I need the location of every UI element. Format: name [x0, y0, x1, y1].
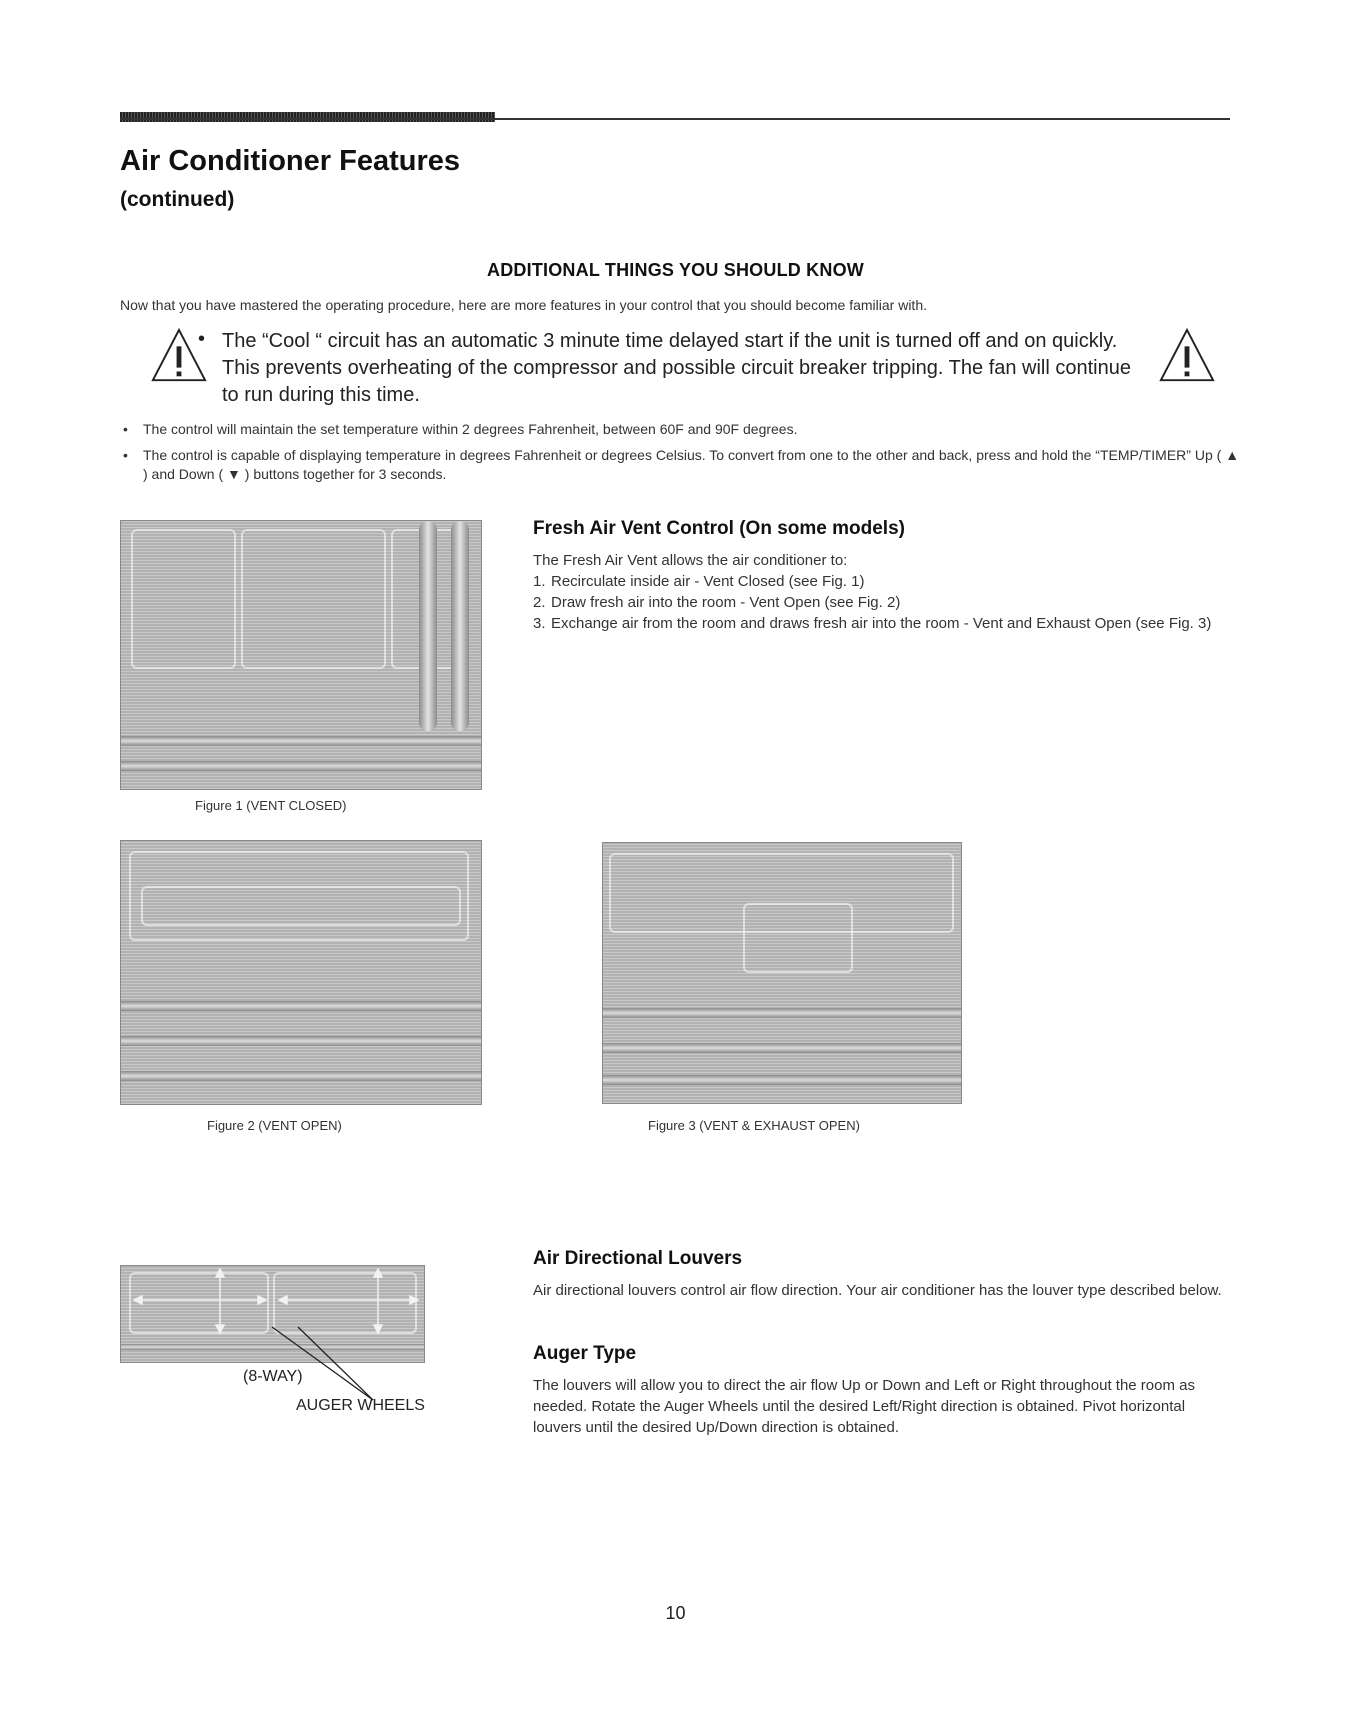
warning-text: The “Cool “ circuit has an automatic 3 minute time delayed start if the unit is turned off and on quickly. This prevents overheating of the compressor and possible circuit breaker tripping. The fan will continue to run during this time. — [222, 330, 1131, 406]
list-item — [533, 592, 1233, 613]
figure-2-caption: Figure 2 (VENT OPEN) — [207, 1118, 342, 1133]
header-rule — [120, 118, 1230, 120]
list-item — [533, 613, 1233, 634]
page-subtitle: (continued) — [120, 188, 235, 211]
list-number: 3. — [533, 615, 546, 632]
header-rule-thick — [120, 112, 495, 122]
auger-heading: Auger Type — [533, 1343, 637, 1364]
auger-text: The louvers will allow you to direct the air flow Up or Down and Left or Right throughout the room as needed. Rotate the Auger Wheels until the desired Left/Right direction is obtained. Pivot horizontal louvers until the desired Up/Down direction is obtained. — [533, 1377, 1195, 1436]
note-text-part: ) and Down ( — [143, 466, 224, 482]
note-bullet: • — [123, 421, 128, 437]
list-text: Draw fresh air into the room - Vent Open (see Fig. 2) — [551, 594, 901, 611]
note-text-part: The control is capable of displaying temperature in degrees Fahrenheit or degrees Celsius. To convert from one to the other and back, press and hold the “TEMP/TIMER” Up ( — [143, 447, 1222, 463]
figure-3-photo — [602, 842, 962, 1104]
warning-bullet: • — [198, 328, 206, 350]
label-8-way: (8-WAY) — [243, 1368, 303, 1385]
note-text — [120, 446, 1240, 484]
list-number: 2. — [533, 594, 546, 611]
down-arrow-icon: ▼ — [227, 466, 241, 482]
fresh-air-intro: The Fresh Air Vent allows the air conditioner to: — [533, 552, 848, 569]
note-item — [120, 446, 1240, 484]
figure-2-photo — [120, 840, 482, 1105]
figure-1-photo — [120, 520, 482, 790]
additional-heading: ADDITIONAL THINGS YOU SHOULD KNOW — [487, 260, 864, 280]
page-number: 10 — [665, 1603, 686, 1623]
label-auger-wheels: AUGER WHEELS — [296, 1397, 425, 1414]
louvers-text: Air directional louvers control air flow direction. Your air conditioner has the louver type described below. — [533, 1282, 1222, 1299]
list-item — [533, 571, 1233, 592]
note-text: The control will maintain the set temperature within 2 degrees Fahrenheit, between 60F and 90F degrees. — [143, 421, 798, 437]
fresh-air-heading: Fresh Air Vent Control (On some models) — [533, 518, 905, 539]
up-arrow-icon: ▲ — [1225, 447, 1240, 463]
louver-arrows-diagram — [120, 1265, 430, 1410]
list-text: Recirculate inside air - Vent Closed (see Fig. 1) — [551, 573, 865, 590]
warning-triangle-icon — [1158, 327, 1216, 385]
louvers-heading: Air Directional Louvers — [533, 1248, 743, 1269]
figure-1-caption: Figure 1 (VENT CLOSED) — [195, 798, 347, 813]
list-number: 1. — [533, 573, 546, 590]
note-bullet: • — [123, 447, 128, 463]
figure-3-caption: Figure 3 (VENT & EXHAUST OPEN) — [648, 1118, 860, 1133]
list-text: Exchange air from the room and draws fresh air into the room - Vent and Exhaust Open (see Fig. 3) — [551, 615, 1212, 632]
additional-intro: Now that you have mastered the operating procedure, here are more features in your control that you should become familiar with. — [120, 297, 927, 313]
page-title: Air Conditioner Features — [120, 145, 460, 177]
note-item — [120, 420, 1240, 439]
note-text-part: ) buttons together for 3 seconds. — [244, 466, 447, 482]
